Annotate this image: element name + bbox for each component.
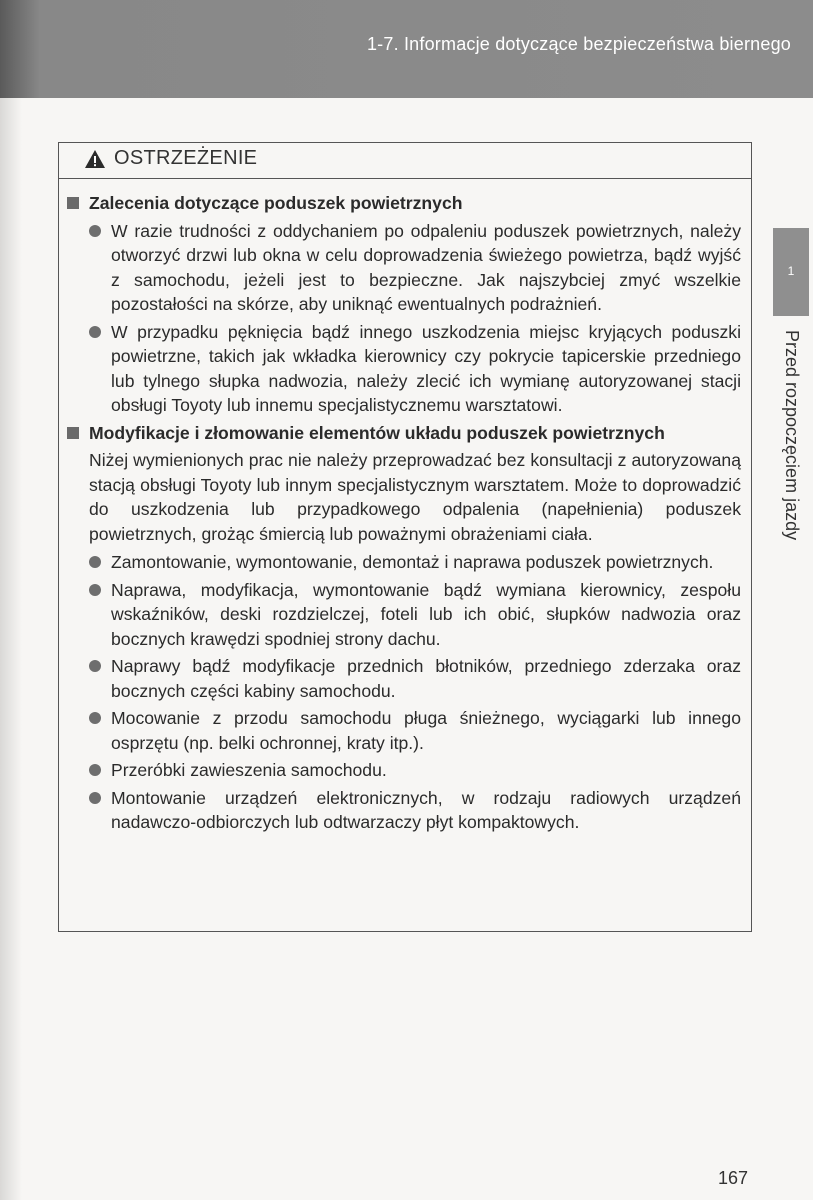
list-item: [65, 758, 741, 783]
list-item: [65, 706, 741, 755]
chapter-side-label: [773, 330, 809, 580]
square-bullet-icon: [67, 427, 79, 439]
chapter-tab: [773, 228, 809, 316]
list-item: [65, 786, 741, 835]
bullet-dot-icon: [89, 584, 101, 596]
list-item-text: Naprawa, modyfikacja, wymontowanie bądź wymiana kierownicy, zespołu wskaźników, deski rozdzielczej, foteli lub ich obić, słupków nadwozia oraz bocznych krawędzi spodniej strony dachu.: [111, 579, 741, 649]
bullet-dot-icon: [89, 764, 101, 776]
list-item: [65, 578, 741, 652]
list-item-text: W przypadku pęknięcia bądź innego uszkodzenia miejsc kryjących poduszki powietrzne, takich jak wkładka kierownicy czy pokrycie tapicerskie przedniego lub tylnego słupka nadwozia, należy zlecić ich wymianę autoryzowanej stacji obsługi Toyoty lub innemu specjalistycznemu warsztatowi.: [111, 321, 741, 415]
section-heading: [65, 421, 741, 446]
bullet-dot-icon: [89, 225, 101, 237]
list-item-text: Przeróbki zawieszenia samochodu.: [111, 760, 387, 780]
page-number: 167: [718, 1168, 749, 1188]
bullet-dot-icon: [89, 556, 101, 568]
list-item-text: Mocowanie z przodu samochodu pługa śnieżnego, wyciągarki lub innego osprzętu (np. belki ochronnej, kraty itp.).: [111, 708, 741, 753]
section-heading: [65, 191, 741, 216]
bullet-dot-icon: [89, 326, 101, 338]
section-heading-text: Modyfikacje i złomowanie elementów układu poduszek powietrznych: [89, 422, 665, 443]
list-item: [65, 550, 741, 575]
list-item-text: Zamontowanie, wymontowanie, demontaż i naprawa poduszek powietrznych.: [111, 552, 714, 572]
list-item: [65, 219, 741, 317]
list-item-text: Montowanie urządzeń elektronicznych, w rodzaju radiowych urządzeń nadawczo-odbiorczych lub odtwarzaczy płyt kompaktowych.: [111, 787, 741, 832]
section-intro: Niżej wymienionych prac nie należy przeprowadzać bez konsultacji z autoryzowaną stacją obsługi Toyoty lub innym specjalistycznym warsztatem. Może to doprowadzić do uszkodzenia lub przypadkowego odpalenia (napełnienia) poduszek powietrznych, grożąc śmiercią lub poważnymi obrażeniami ciała.: [89, 450, 741, 544]
page-binding-shadow: [0, 0, 22, 1200]
warning-content: [65, 191, 741, 838]
warning-header: [59, 143, 751, 179]
warning-title: OSTRZEŻENIE: [114, 147, 258, 169]
warning-box: [58, 142, 752, 932]
list-item: [65, 320, 741, 418]
warning-triangle-icon: [84, 149, 106, 169]
chapter-title: 1-7. Informacje dotyczące bezpieczeństwa biernego: [366, 34, 791, 54]
chapter-tab-number: 1: [787, 264, 795, 278]
bullet-dot-icon: [89, 660, 101, 672]
chapter-side-label-text: Przed rozpoczęciem jazdy: [782, 330, 802, 541]
bullet-dot-icon: [89, 792, 101, 804]
chapter-header: [0, 0, 813, 98]
list-item-text: W razie trudności z oddychaniem po odpaleniu poduszek powietrznych, należy otworzyć drzwi lub okna w celu doprowadzenia świeżego powietrza, bądź wyjść z samochodu, jeżeli jest to bezpieczne. Jak najszybciej zmyć wszelkie pozostałości na skórze, aby uniknąć ewentualnych podrażnień.: [111, 220, 741, 314]
list-item-text: Naprawy bądź modyfikacje przednich błotników, przedniego zderzaka oraz bocznych części kabiny samochodu.: [111, 656, 741, 701]
section-heading-text: Zalecenia dotyczące poduszek powietrznych: [89, 193, 463, 213]
list-item: [65, 654, 741, 703]
bullet-dot-icon: [89, 712, 101, 724]
square-bullet-icon: [67, 197, 79, 209]
